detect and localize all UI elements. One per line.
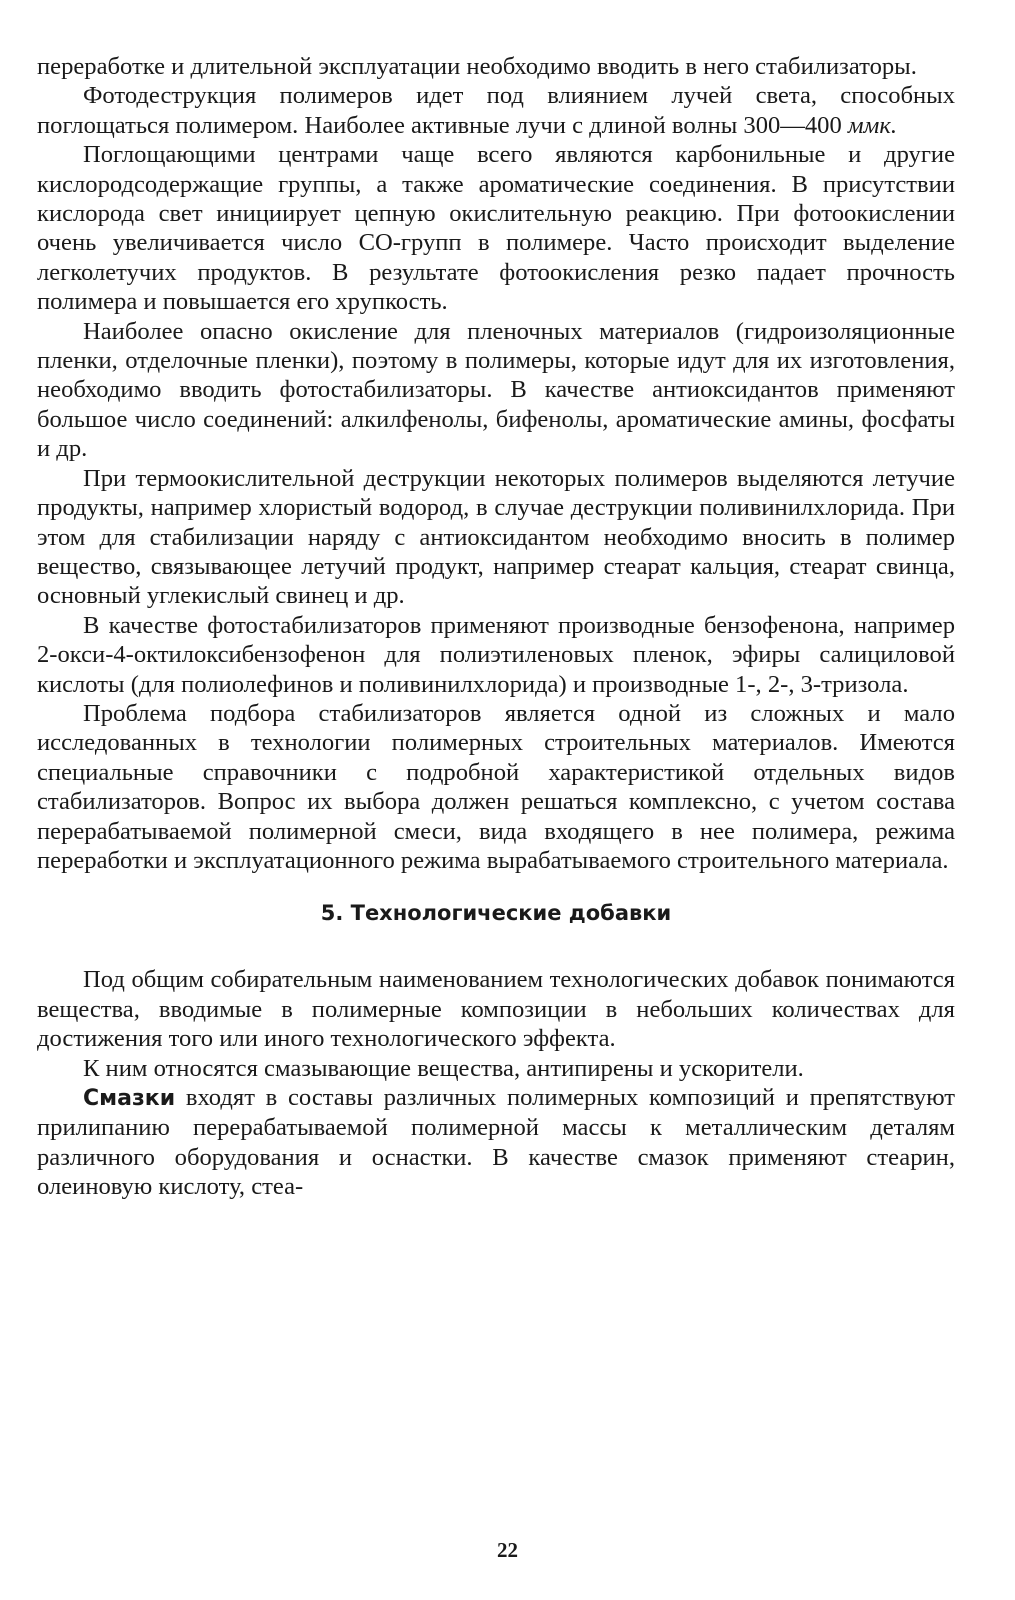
paragraph-lubricants xyxy=(37,1083,955,1202)
paragraph-text: входят в составы различных полимерных композиций и препятствуют прилипанию перерабатываемой полимерной массы к металлическим деталям различного оборудования и оснастки. В качестве смазок применяют стеарин, олеиновую кислоту, стеа- xyxy=(37,1084,955,1201)
paragraph-thermo-oxidation: При термоокислительной деструкции некоторых полимеров выделяются летучие продукты, например хлористый водород, в случае деструкции поливинилхлорида. При этом для стабилизации наряду с антиоксидантом необходимо вносить в полимер вещество, связывающее летучий продукт, например стеарат кальция, стеарат свинца, основный углекислый свинец и др. xyxy=(37,464,955,610)
paragraph-continuation: переработке и длительной эксплуатации необходимо вводить в него стабилизаторы. xyxy=(37,53,917,80)
page-number: 22 xyxy=(497,1538,518,1562)
paragraph-additive-types: К ним относятся смазывающие вещества, антипирены и ускорители. xyxy=(83,1054,804,1082)
paragraph-photodestruction xyxy=(37,81,955,140)
paragraph-text: Фотодеструкция полимеров идет под влиянием лучей света, способных поглощаться полимером. Наиболее активные лучи с длиной волны 300—400 xyxy=(37,82,955,139)
paragraph-film-oxidation: Наиболее опасно окисление для пленочных материалов (гидроизоляционные пленки, отделочные пленки), поэтому в полимеры, которые идут для их изготовления, необходимо вводить фотостабилизаторы. В качестве антиоксидантов применяют большое число соединений: алкилфенолы, бифенолы, ароматические амины, фосфаты и др. xyxy=(37,317,955,463)
paragraph-technological-additives: Под общим собирательным наименованием технологических добавок понимаются вещества, вводимые в полимерные композиции в небольших количествах для достижения того или иного технологического эффекта. xyxy=(37,966,955,1053)
paragraph-stabilizer-selection: Проблема подбора стабилизаторов является одной из сложных и мало исследованных в технологии полимерных строительных материалов. Имеются специальные справочники с подробной характеристикой отдельных видов стабилизаторов. Вопрос их выбора должен решаться комплексно, с учетом состава перерабатываемой полимерной смеси, вида входящего в нее полимера, режима переработки и эксплуатационного режима вырабатываемого строительного материала. xyxy=(37,699,955,874)
paragraph-absorption-centers: Поглощающими центрами чаще всего являются карбонильные и другие кислородсодержащие группы, а также ароматические соединения. В присутствии кислорода свет инициирует цепную окислительную реакцию. При фотоокислении очень увеличивается число СО-групп в полимере. Часто происходит выделение легколетучих продуктов. В результате фотоокисления резко падает прочность полимера и повышается его хрупкость. xyxy=(37,141,955,316)
term-bold: Смазки xyxy=(83,1086,176,1111)
unit-italic: ммк. xyxy=(847,111,897,139)
section-heading: 5. Технологические добавки xyxy=(320,901,672,926)
page-body xyxy=(37,52,955,1202)
paragraph-photostabilizers: В качестве фотостабилизаторов применяют производные бензофенона, например 2-окси-4-октилоксибензофенон для полиэтиленовых пленок, эфиры салициловой кислоты (для полиолефинов и поливинилхлорида) и производные 1-, 2-, 3-тризола. xyxy=(37,611,955,698)
